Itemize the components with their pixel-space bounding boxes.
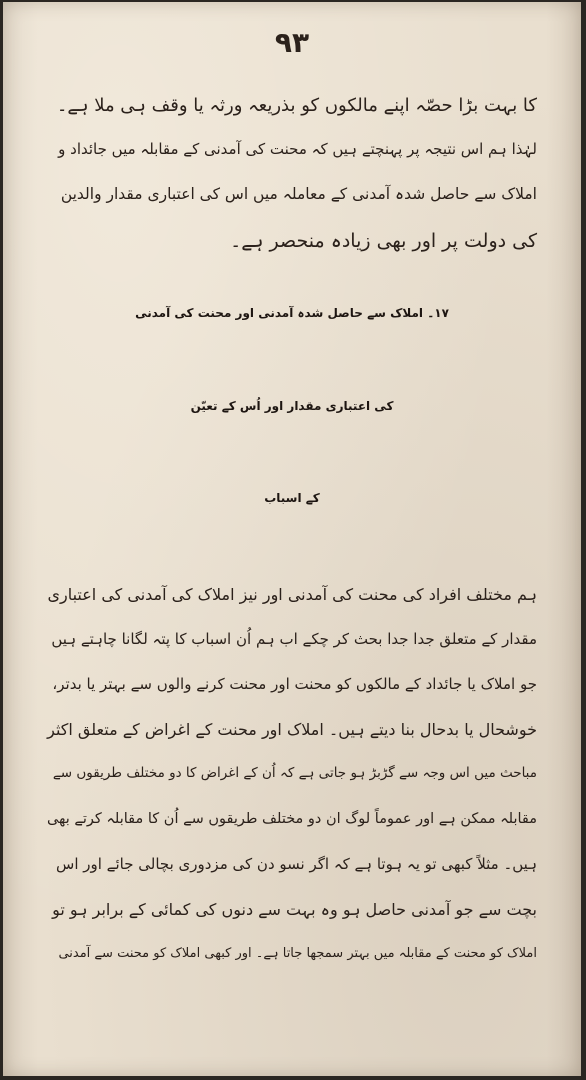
text-line: جو املاک یا جائداد کے مالکوں کو محنت اور محنت کرنے والوں سے بہتر یا بدتر، <box>52 675 537 693</box>
text-line: مقابلہ ممکن ہے اور عموماً لوگ ان دو مختلف طریقوں سے اُن کا مقابلہ کرتے بھی <box>46 811 537 827</box>
text-line: مباحث میں اس وجہ سے گڑبڑ ہو جاتی ہے کہ اُن کے اغراض کا دو مختلف طریقوں سے <box>52 765 537 781</box>
text-line: املاک کو محنت کے مقابلہ میں بہتر سمجھا جاتا ہے۔ اور کبھی املاک کو محنت سے آمدنی <box>58 946 537 961</box>
text-line: ہیں۔ مثلاً کبھی تو یہ ہوتا ہے کہ اگر نسو دن کی مزدوری بچالی جائے اور اس <box>56 855 537 873</box>
text-line: مقدار کے متعلق جدا جدا بحث کر چکے اب ہم اُن اسباب کا پتہ لگانا چاہتے ہیں <box>51 630 537 648</box>
book-page <box>3 2 581 1076</box>
text-line: بچت سے جو آمدنی حاصل ہو وہ بہت سے دنوں کی کمائی کے برابر ہو تو <box>52 900 537 919</box>
section-heading: کی اعتباری مقدار اور اُس کے تعیّن <box>190 399 394 413</box>
text-line: لہٰذا ہم اس نتیجہ پر پہنچتے ہیں کہ محنت کی آمدنی کے مقابلہ میں جائداد و <box>58 140 537 158</box>
section-heading: ١٧۔ املاک سے حاصل شدہ آمدنی اور محنت کی آمدنی <box>135 306 449 320</box>
text-line: خوشحال یا بدحال بنا دیتے ہیں۔ املاک اور محنت کے اغراض کے متعلق اکثر <box>47 720 537 739</box>
text-line: ہم مختلف افراد کی محنت کی آمدنی اور نیز املاک کی آمدنی کی اعتباری <box>47 585 537 604</box>
text-line: کا بہت بڑا حصّہ اپنے مالکوں کو بذریعہ ورثہ یا وقف ہی ملا ہے۔ <box>56 95 537 116</box>
section-heading: کے اسباب <box>264 491 320 505</box>
page-number: ٩٣ <box>274 26 310 59</box>
text-line: کی دولت پر اور بھی زیادہ منحصر ہے۔ <box>230 230 537 252</box>
text-line: املاک سے حاصل شدہ آمدنی کے معاملہ میں اس کی اعتباری مقدار والدین <box>60 185 537 203</box>
